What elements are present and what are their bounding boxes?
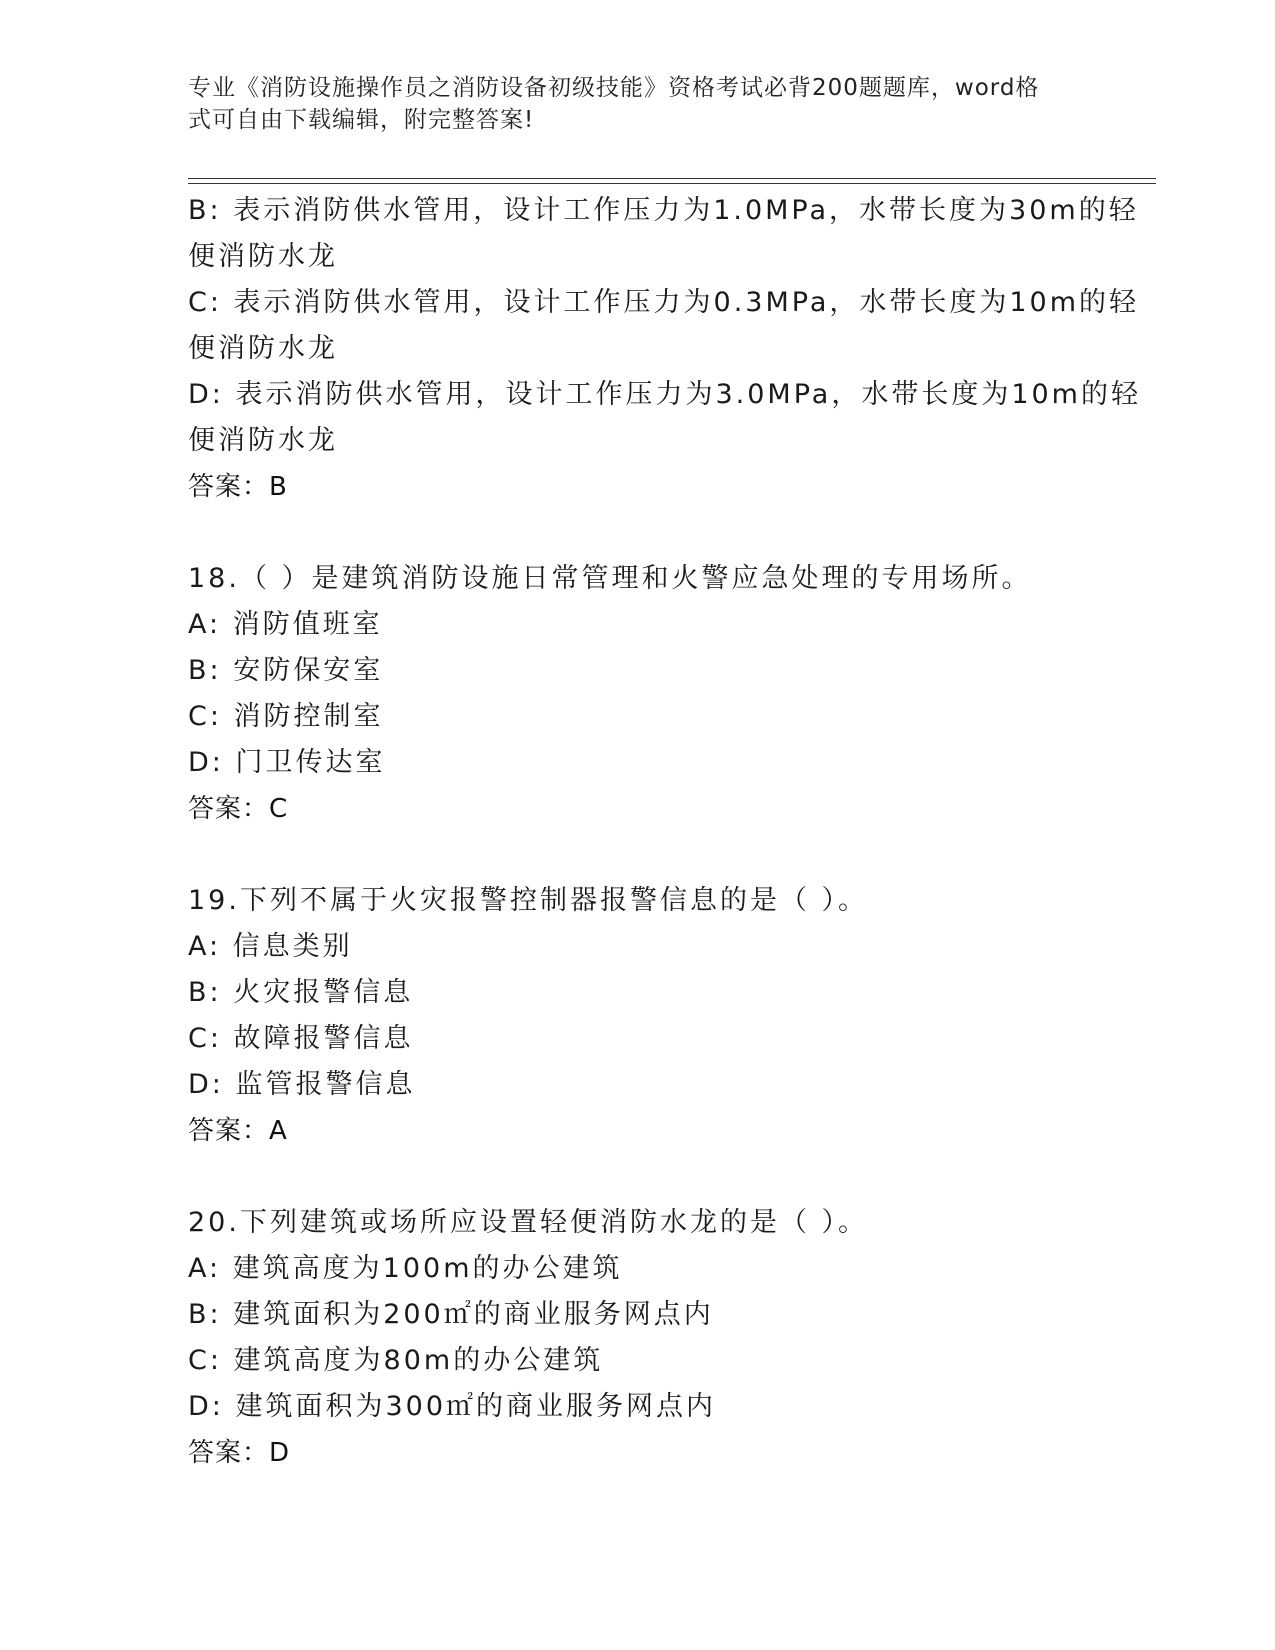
option-b: B: 安防保安室 [188,655,384,686]
header-title-line-2: 式可自由下载编辑，附完整答案! [188,107,535,133]
question-20 [188,1200,1128,1476]
document-header [188,72,1068,136]
answer: 答案：D [188,1438,291,1468]
spacer [188,1154,1128,1200]
option-d: D: 监管报警信息 [188,1069,416,1100]
option-b-line-2: 便消防水龙 [188,241,338,272]
question-list [188,188,1141,1476]
option-b: B: 建筑面积为200㎡的商业服务网点内 [188,1299,714,1330]
question-text: 18.（ ）是建筑消防设施日常管理和火警应急处理的专用场所。 [188,563,1032,594]
option-c-line-1: C: 表示消防供水管用，设计工作压力为0.3MPa，水带长度为10m的轻 [188,287,1140,318]
option-d-line-2: 便消防水龙 [188,425,338,456]
option-a: A: 信息类别 [188,931,353,962]
question-17-continued [188,188,1141,510]
question-19 [188,878,1128,1154]
option-c-line-2: 便消防水龙 [188,333,338,364]
option-a: A: 建筑高度为100m的办公建筑 [188,1253,623,1284]
option-b: B: 火灾报警信息 [188,977,414,1008]
answer: 答案：B [188,472,288,502]
question-18 [188,556,1128,832]
spacer [188,510,1128,556]
option-c: C: 故障报警信息 [188,1023,414,1054]
option-d-line-1: D: 表示消防供水管用，设计工作压力为3.0MPa，水带长度为10m的轻 [188,379,1141,410]
header-divider-bottom [188,183,1156,184]
option-c: C: 消防控制室 [188,701,384,732]
option-b-line-1: B: 表示消防供水管用，设计工作压力为1.0MPa，水带长度为30m的轻 [188,195,1139,226]
option-d: D: 建筑面积为300㎡的商业服务网点内 [188,1391,717,1422]
header-divider-top [188,178,1156,179]
option-a: A: 消防值班室 [188,609,383,640]
header-title-line-1: 专业《消防设施操作员之消防设备初级技能》资格考试必背200题题库，word格 [188,75,1040,101]
option-d: D: 门卫传达室 [188,747,386,778]
question-text: 20.下列建筑或场所应设置轻便消防水龙的是（ ）。 [188,1207,869,1238]
question-text: 19.下列不属于火灾报警控制器报警信息的是（ ）。 [188,885,869,916]
spacer [188,832,1128,878]
answer: 答案：A [188,1116,288,1146]
answer: 答案：C [188,794,289,824]
option-c: C: 建筑高度为80m的办公建筑 [188,1345,604,1376]
